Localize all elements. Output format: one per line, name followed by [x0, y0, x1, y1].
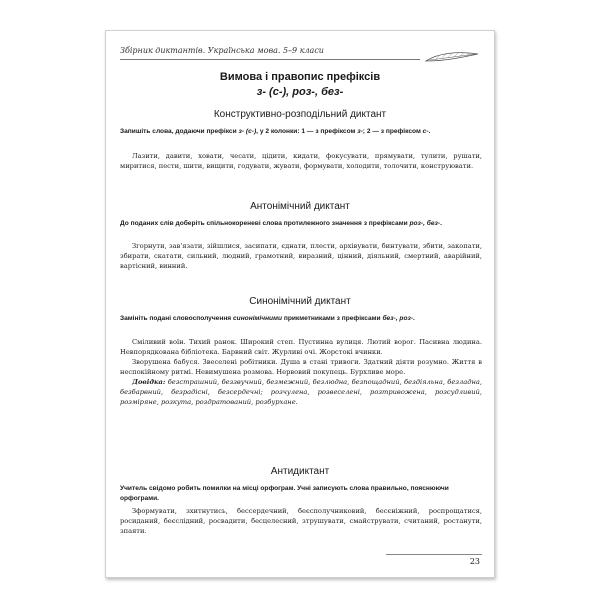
section-title-synonymic: Синонімічний диктант	[249, 296, 351, 307]
instruction-constructive: Запишіть слова, додаючи префікси з- (с-), у 2 колонки: 1 — з префіксом з-; 2 — з префіксом с-.	[120, 128, 431, 135]
header-rule	[120, 59, 420, 60]
feather-icon	[424, 49, 480, 65]
text-antonymic: Згорнути, зав'язати, зійшлися, засипати, єднати, плести, архівувати, бинтувати, збити, закопати, збирати, скатати, сильний, людний, грамотний, виразний, цінний, діяльний, смертний, аварійний, вартісний, винний.	[120, 242, 482, 270]
document-page	[105, 30, 495, 578]
text-constructive: Лазити, давити, ховати, чесати, цідити, кидати, фокусувати, прямувати, тулити, рушати, миритися, пести, шити, вищити, годувати, жувати, формувати, холодити, толочити, конструювати.	[120, 152, 482, 170]
page-title: Вимова і правопис префіксів	[219, 71, 381, 83]
section-title-constructive: Конструктивно-розподільний диктант	[213, 109, 387, 120]
hint-text: безстрашний, беззвучний, безмежний, безлюдна, безпощадний, бездіяльна, безладна, безбарвний, безрадісні, безсердечні; розчулена, розвеселені, розтривожена, розсудливий, розміряне, розкута, роздратований, розбурхане.	[120, 378, 482, 406]
page-subtitle: з- (с-), роз-, без-	[256, 86, 344, 98]
text-synonymic-p2: Зворушена бабуся. Звеселені робітники. Душа в стані тривоги. Здатний діяти розумно. Життя в неспокійному ритмі. Невимушена розмова. Нервовий покупець. Бурхливе море.	[120, 358, 482, 376]
section-title-antidictation: Антидиктант	[270, 466, 330, 477]
instruction-antonymic: До поданих слів доберіть спільнокореневі слова протилежного значення з префіксами роз-, без-.	[120, 220, 442, 227]
page-number: 23	[469, 557, 480, 566]
instruction-synonymic: Замініть подані словосполучення синонімічними прикметниками з префіксами без-, роз-.	[120, 315, 415, 322]
text-synonymic	[120, 337, 482, 407]
footer-rule	[386, 554, 482, 555]
running-header: Збірник диктантів. Українська мова. 5–9 класи	[120, 46, 324, 55]
hint-label: Довідка:	[132, 378, 166, 386]
text-antidictation: Зформувати, зхитнутись, бессердечний, беєсполучниковий, бесєніжний, роспрощатися, росиданий, беєслідний, росвадити, бесцелесний, зтрушувати, смайструвати, считаний, ростанути, зпаяти.	[120, 507, 482, 535]
hint-synonymic	[120, 377, 482, 407]
section-title-antonymic: Антонімічний диктант	[250, 201, 350, 212]
text-synonymic-p1: Сміливий воїн. Тихий ранок. Широкий степ. Пустинна вулиця. Лютий ворог. Пасивна людина. Невпорядкована бібліотека. Барвний світ. Журливі очі. Жорстокі вчинки.	[120, 338, 482, 356]
instruction-antidictation: Учитель свідомо робить помилки на місці орфограм. Учні записують слова правильно, пояснюючи орфограми.	[120, 485, 449, 502]
